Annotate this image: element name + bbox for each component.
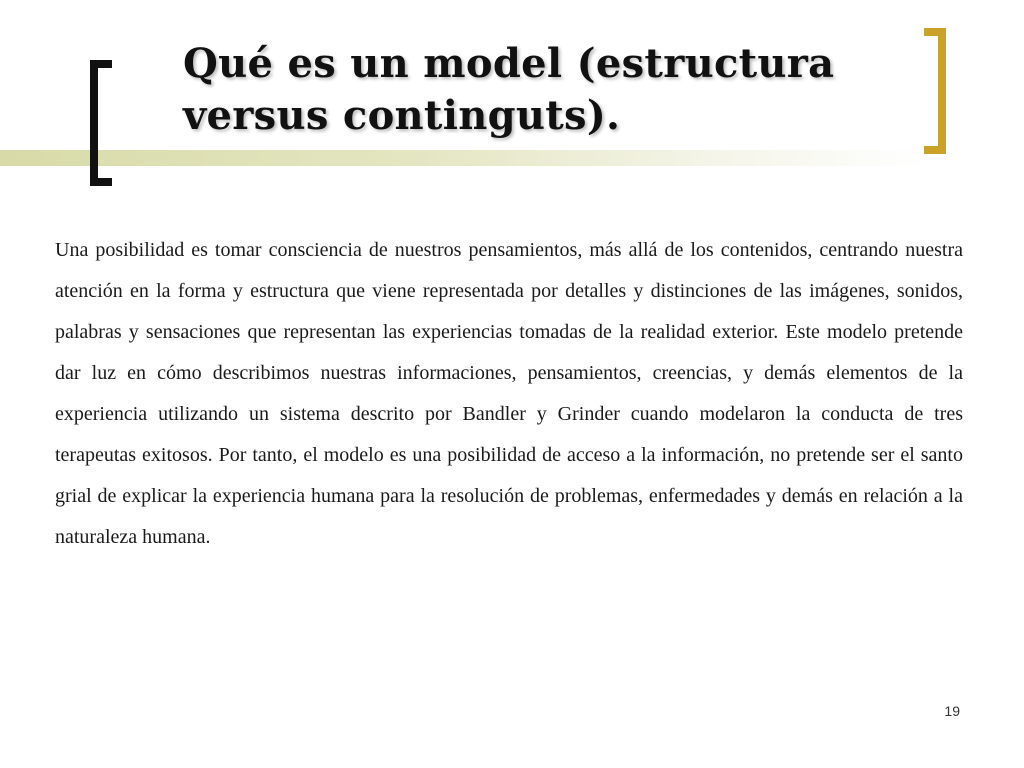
left-bracket-decoration — [90, 60, 112, 186]
slide-body-text: Una posibilidad es tomar consciencia de nuestros pensamientos, más allá de los contenidos, centrando nuestra atención en la forma y estructura que viene representada por detalles y distinciones de las imágenes, sonidos, palabras y sensaciones que representan las experiencias tomadas de la realidad exterior. Este modelo pretende dar luz en cómo describimos nuestras informaciones, pensamientos, creencias, y demás elementos de la experiencia utilizando un sistema descrito por Bandler y Grinder cuando modelaron la conducta de tres terapeutas exitosos. Por tanto, el modelo es una posibilidad de acceso a la información, no pretende ser el santo grial de explicar la experiencia humana para la resolución de problemas, enfermedades y demás en relación a la naturaleza humana. — [55, 239, 963, 548]
right-bracket-decoration — [924, 28, 946, 154]
slide-title: Qué es un model (estructura versus continguts). — [183, 40, 835, 139]
decorative-band — [0, 150, 930, 166]
slide-number: 19 — [944, 703, 960, 719]
